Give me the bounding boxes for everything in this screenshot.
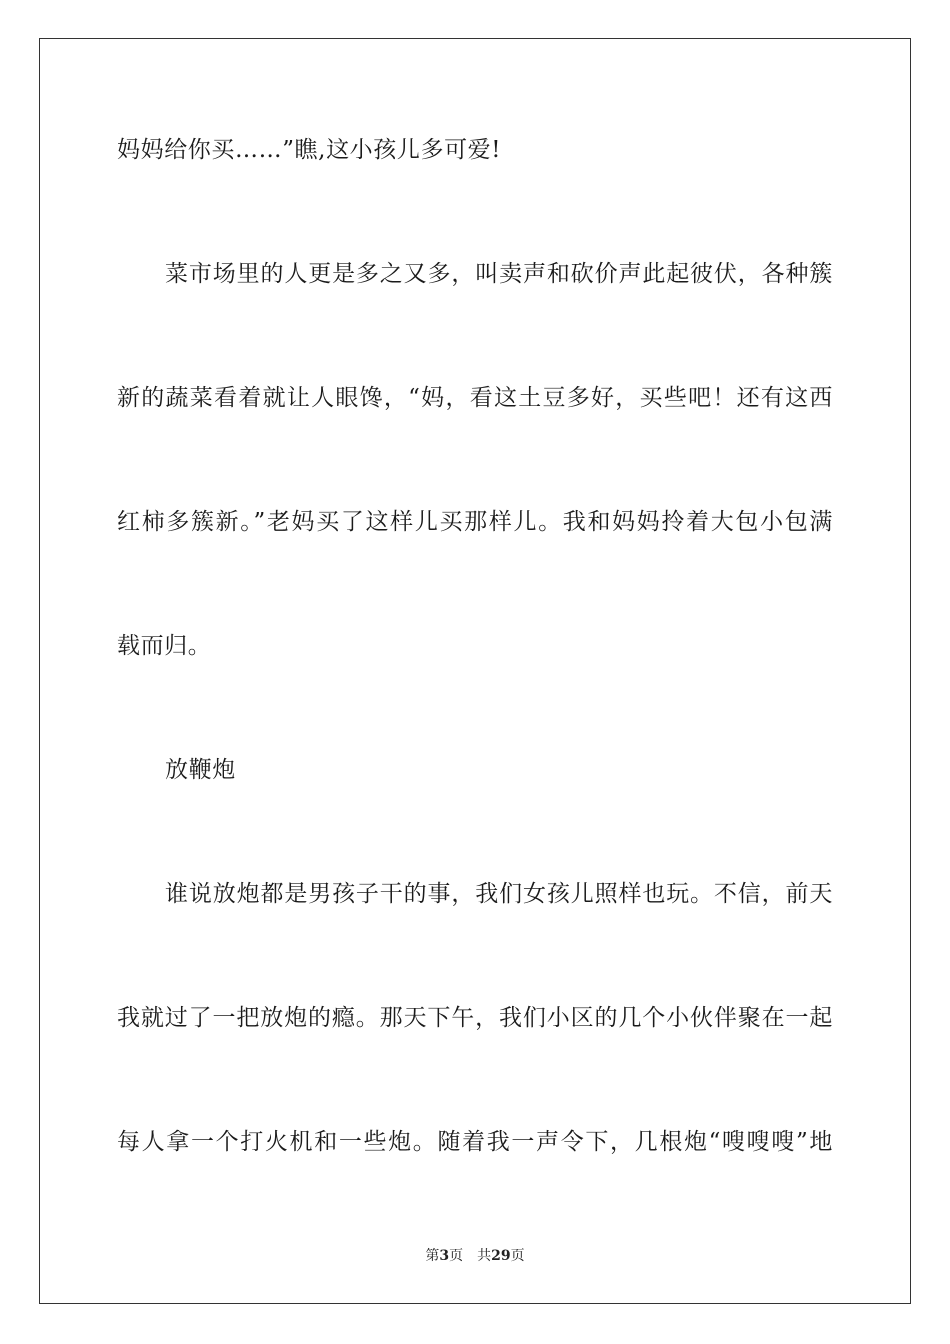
page-border <box>39 38 911 1304</box>
paragraph-market-line-4: 载而归。 <box>117 633 212 659</box>
paragraph-market-line-1: 菜市场里的人更是多之又多，叫卖声和砍价声此起彼伏，各种簇 <box>165 261 833 287</box>
paragraph-firecracker-line-2: 我就过了一把放炮的瘾。那天下午，我们小区的几个小伙伴聚在一起 <box>117 1005 833 1031</box>
footer-prefix: 第 <box>425 1248 440 1264</box>
footer-total-pages: 29 <box>491 1248 511 1264</box>
paragraph-firecracker-line-1: 谁说放炮都是男孩子干的事，我们女孩儿照样也玩。不信，前天 <box>165 881 833 907</box>
paragraph-market-line-2: 新的蔬菜看着就让人眼馋，“妈，看这土豆多好，买些吧！还有这西 <box>117 385 833 411</box>
footer-total-prefix: 共 <box>477 1248 492 1264</box>
footer-page-suffix: 页 <box>449 1248 464 1264</box>
page-footer <box>0 1246 950 1266</box>
text-line-1: 妈妈给你买……”瞧,这小孩儿多可爱! <box>117 137 502 163</box>
section-heading: 放鞭炮 <box>165 757 236 783</box>
footer-page-number: 3 <box>439 1248 450 1264</box>
paragraph-market-line-3: 红柿多簇新。”老妈买了这样儿买那样儿。我和妈妈拎着大包小包满 <box>117 509 833 535</box>
footer-total-suffix: 页 <box>510 1248 525 1264</box>
paragraph-firecracker-line-3: 每人拿一个打火机和一些炮。随着我一声令下，几根炮“嗖嗖嗖”地 <box>117 1129 833 1155</box>
